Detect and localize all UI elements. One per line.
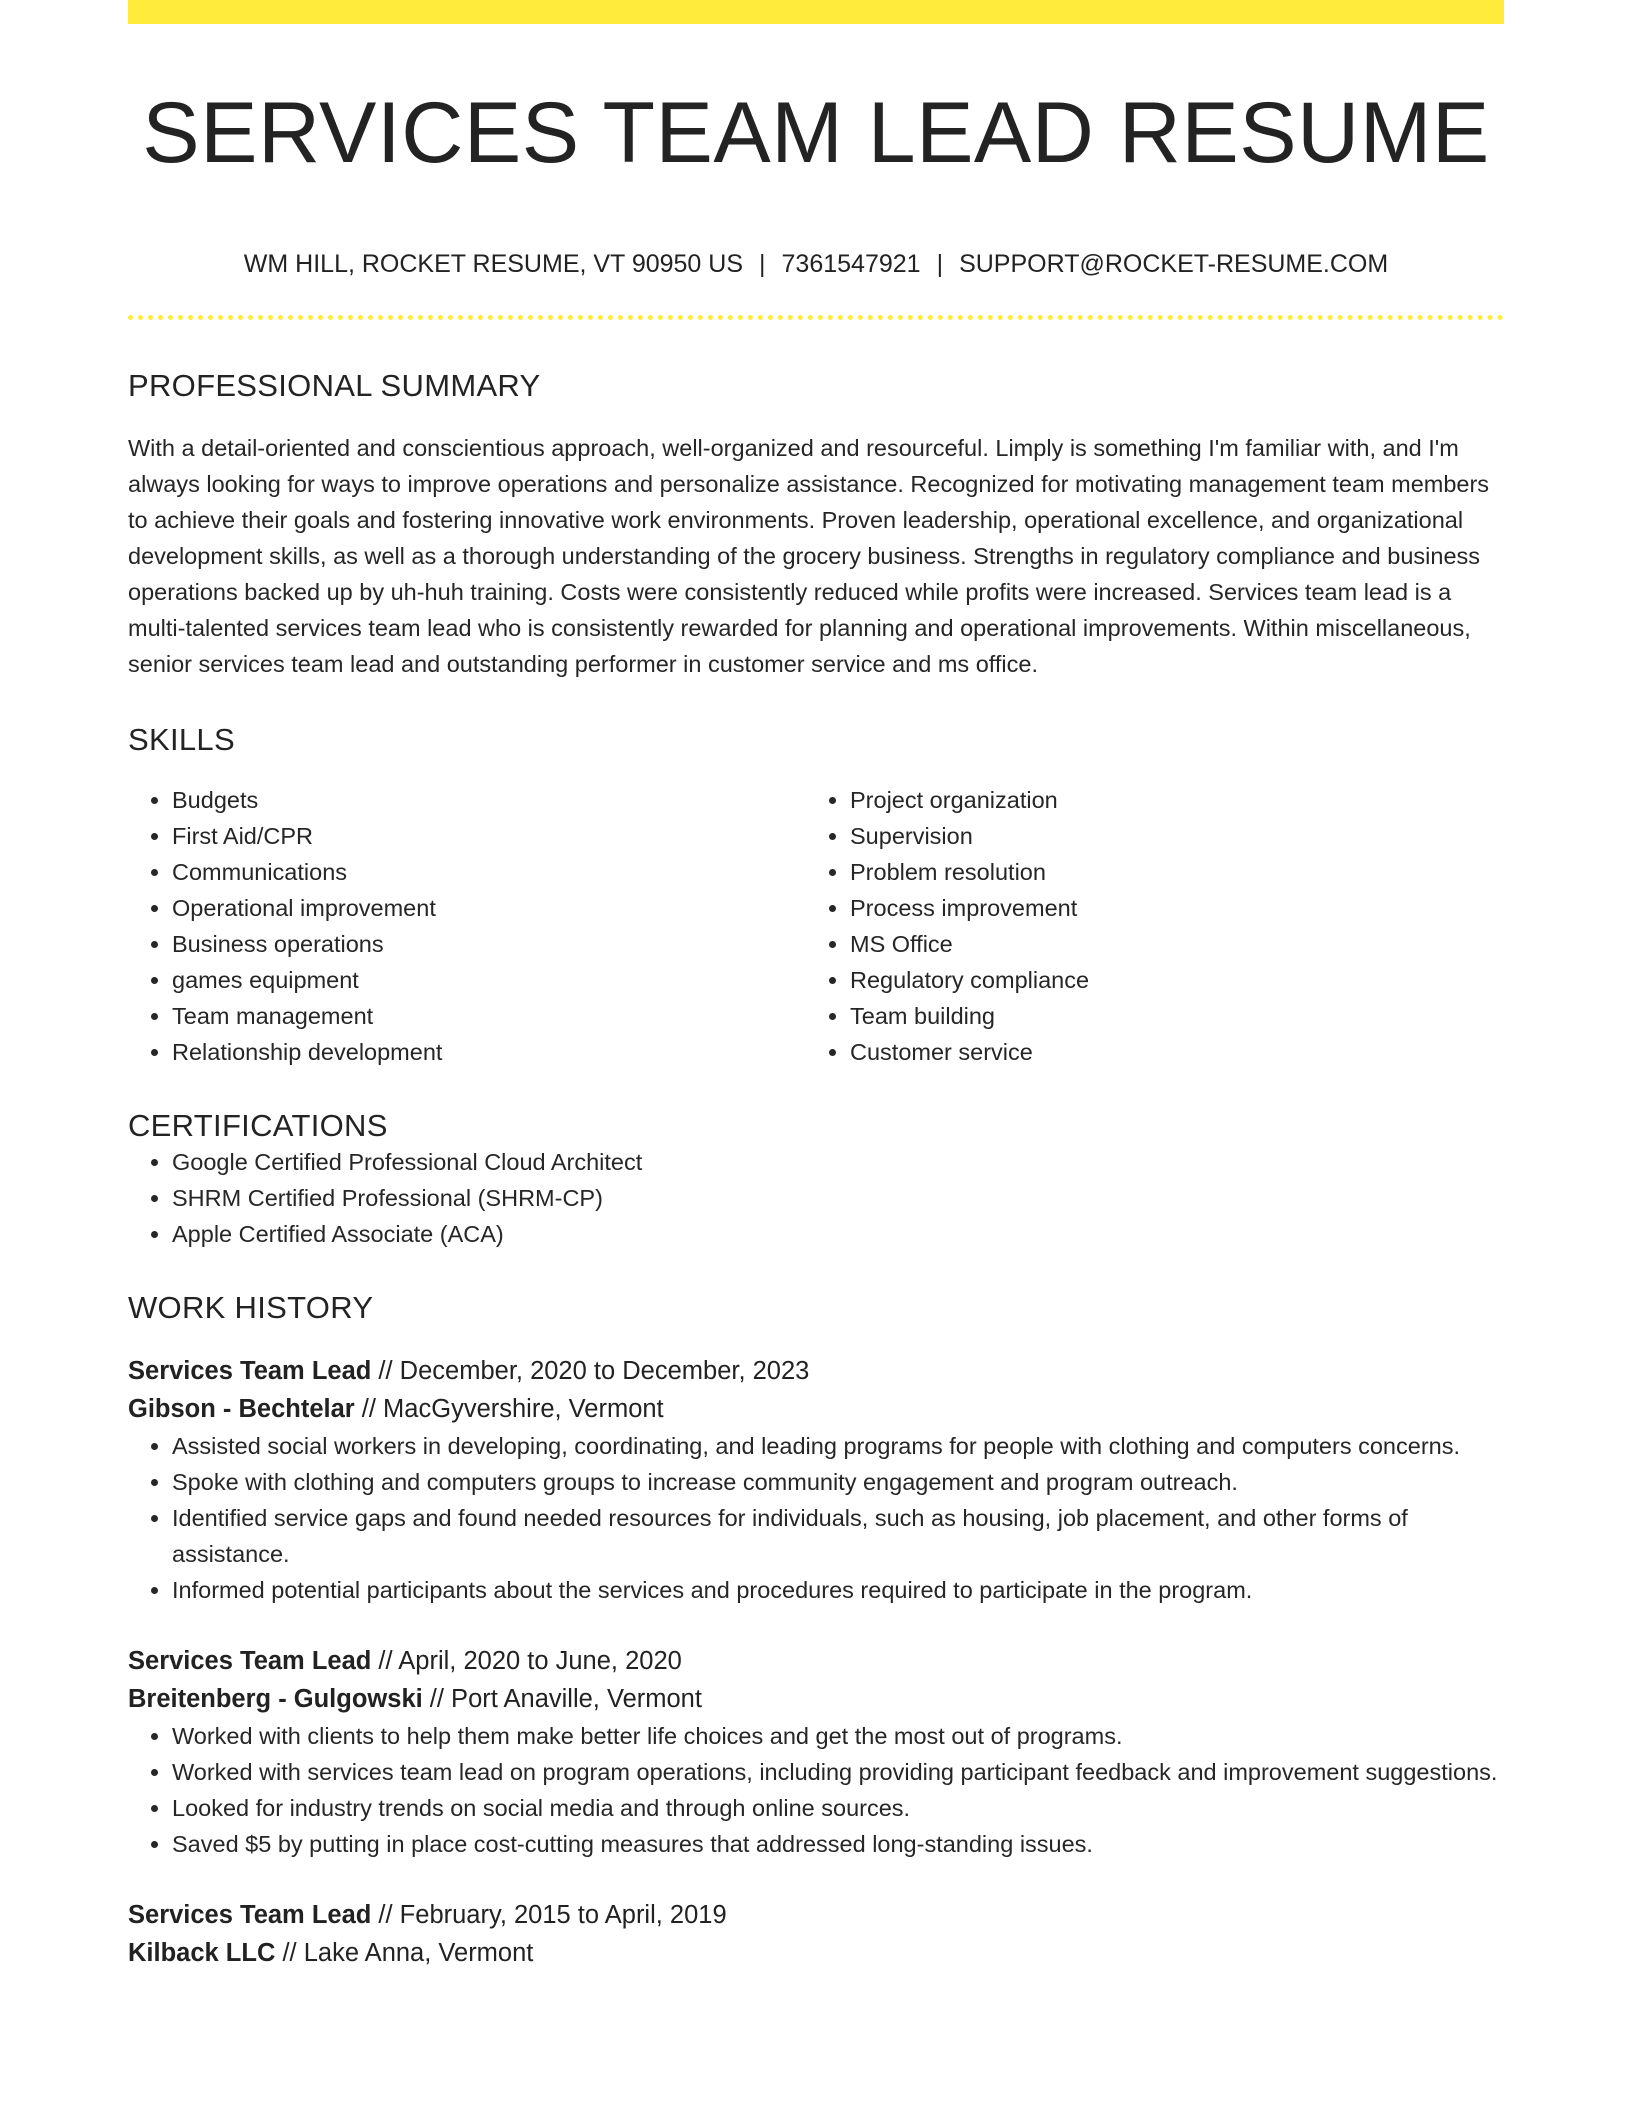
skill-item: • Communications <box>172 854 806 890</box>
job-bullet-item: • Worked with services team lead on program operations, including providing participant feedback and improvement suggestions. <box>172 1754 1504 1790</box>
contact-line <box>128 249 1504 279</box>
certification-item: • Apple Certified Associate (ACA) <box>172 1216 1504 1252</box>
skill-item: • Relationship development <box>172 1034 806 1070</box>
job-location: // Lake Anna, Vermont <box>275 1938 534 1967</box>
job-entry <box>128 1642 1504 1862</box>
jobs-container <box>128 1352 1504 1972</box>
job-entry <box>128 1352 1504 1608</box>
contact-separator: | <box>759 249 766 278</box>
job-bullet-item: • Spoke with clothing and computers groups to increase community engagement and program outreach. <box>172 1464 1504 1500</box>
certifications-list <box>128 1144 1504 1252</box>
contact-address: WM HILL, ROCKET RESUME, VT 90950 US <box>243 249 744 278</box>
resume-page <box>128 0 1504 1972</box>
job-bullet-item: • Saved $5 by putting in place cost-cutting measures that addressed long-standing issues. <box>172 1826 1504 1862</box>
job-title-line <box>128 1642 1504 1680</box>
skill-item: • Process improvement <box>850 890 1484 926</box>
job-bullets <box>128 1428 1504 1608</box>
job-bullet-item: • Identified service gaps and found needed resources for individuals, such as housing, job placement, and other forms of assistance. <box>172 1500 1504 1572</box>
accent-top-bar <box>128 0 1504 24</box>
summary-heading: PROFESSIONAL SUMMARY <box>128 367 541 403</box>
skill-item: • games equipment <box>172 962 806 998</box>
skill-item: • Supervision <box>850 818 1484 854</box>
job-bullet-item: • Informed potential participants about the services and procedures required to participate in the program. <box>172 1572 1504 1608</box>
skill-item: • Regulatory compliance <box>850 962 1484 998</box>
work-history-section <box>128 1290 1504 1972</box>
job-title-line <box>128 1896 1504 1934</box>
contact-email: SUPPORT@ROCKET-RESUME.COM <box>959 249 1389 278</box>
job-bullets <box>128 1718 1504 1862</box>
skill-item: • Customer service <box>850 1034 1484 1070</box>
job-company-line <box>128 1934 1504 1972</box>
skills-list-right <box>806 782 1484 1070</box>
job-bullet-item: • Worked with clients to help them make better life choices and get the most out of programs. <box>172 1718 1504 1754</box>
job-location: // MacGyvershire, Vermont <box>354 1394 664 1423</box>
job-title: Services Team Lead <box>128 1356 372 1385</box>
certification-item: • Google Certified Professional Cloud Architect <box>172 1144 1504 1180</box>
skill-item: • Budgets <box>172 782 806 818</box>
job-company-line <box>128 1390 1504 1428</box>
skills-grid <box>128 782 1504 1070</box>
summary-section <box>128 368 1504 682</box>
summary-text: With a detail-oriented and conscientious approach, well-organized and resourceful. Limply is something I'm familiar with, and I'm always looking for ways to improve operations and personalize assistance. Recognized for motivating management team members to achieve their goals and fostering innovative work environments. Proven leadership, operational excellence, and organizational development skills, as well as a thorough understanding of the grocery business. Strengths in regulatory compliance and business operations backed up by uh-huh training. Costs were consistently reduced while profits were increased. Services team lead is a multi-talented services team lead who is consistently rewarded for planning and operational improvements. Within miscellaneous, senior services team lead and outstanding performer in customer service and ms office. <box>128 434 1490 677</box>
skill-item: • Team management <box>172 998 806 1034</box>
job-title: Services Team Lead <box>128 1646 372 1675</box>
certification-item: • SHRM Certified Professional (SHRM-CP) <box>172 1180 1504 1216</box>
job-location: // Port Anaville, Vermont <box>422 1684 702 1713</box>
dotted-divider <box>128 315 1504 320</box>
skills-section <box>128 722 1504 1070</box>
job-title: Services Team Lead <box>128 1900 372 1929</box>
job-company: Gibson - Bechtelar <box>128 1394 355 1423</box>
contact-separator: | <box>936 249 944 278</box>
contact-phone: 7361547921 <box>781 249 921 278</box>
job-bullet-item: • Assisted social workers in developing, coordinating, and leading programs for people with clothing and computers concerns. <box>172 1428 1504 1464</box>
job-dates: // April, 2020 to June, 2020 <box>371 1646 682 1675</box>
skill-item: • Business operations <box>172 926 806 962</box>
skill-item: • Team building <box>850 998 1484 1034</box>
job-company-line <box>128 1680 1504 1718</box>
job-entry <box>128 1896 1504 1972</box>
certifications-heading: CERTIFICATIONS <box>128 1107 388 1143</box>
job-title-line <box>128 1352 1504 1390</box>
work-history-heading: WORK HISTORY <box>128 1289 374 1325</box>
skill-item: • Problem resolution <box>850 854 1484 890</box>
page-title: SERVICES TEAM LEAD RESUME <box>142 85 1490 181</box>
skills-list-left <box>128 782 806 1070</box>
job-bullet-item: • Looked for industry trends on social media and through online sources. <box>172 1790 1504 1826</box>
skill-item: • MS Office <box>850 926 1484 962</box>
skill-item: • Project organization <box>850 782 1484 818</box>
job-dates: // February, 2015 to April, 2019 <box>371 1900 727 1929</box>
job-company: Breitenberg - Gulgowski <box>128 1684 423 1713</box>
skills-heading: SKILLS <box>128 721 235 757</box>
skill-item: • Operational improvement <box>172 890 806 926</box>
job-dates: // December, 2020 to December, 2023 <box>371 1356 810 1385</box>
skill-item: • First Aid/CPR <box>172 818 806 854</box>
certifications-section <box>128 1108 1504 1252</box>
job-company: Kilback LLC <box>128 1938 276 1967</box>
